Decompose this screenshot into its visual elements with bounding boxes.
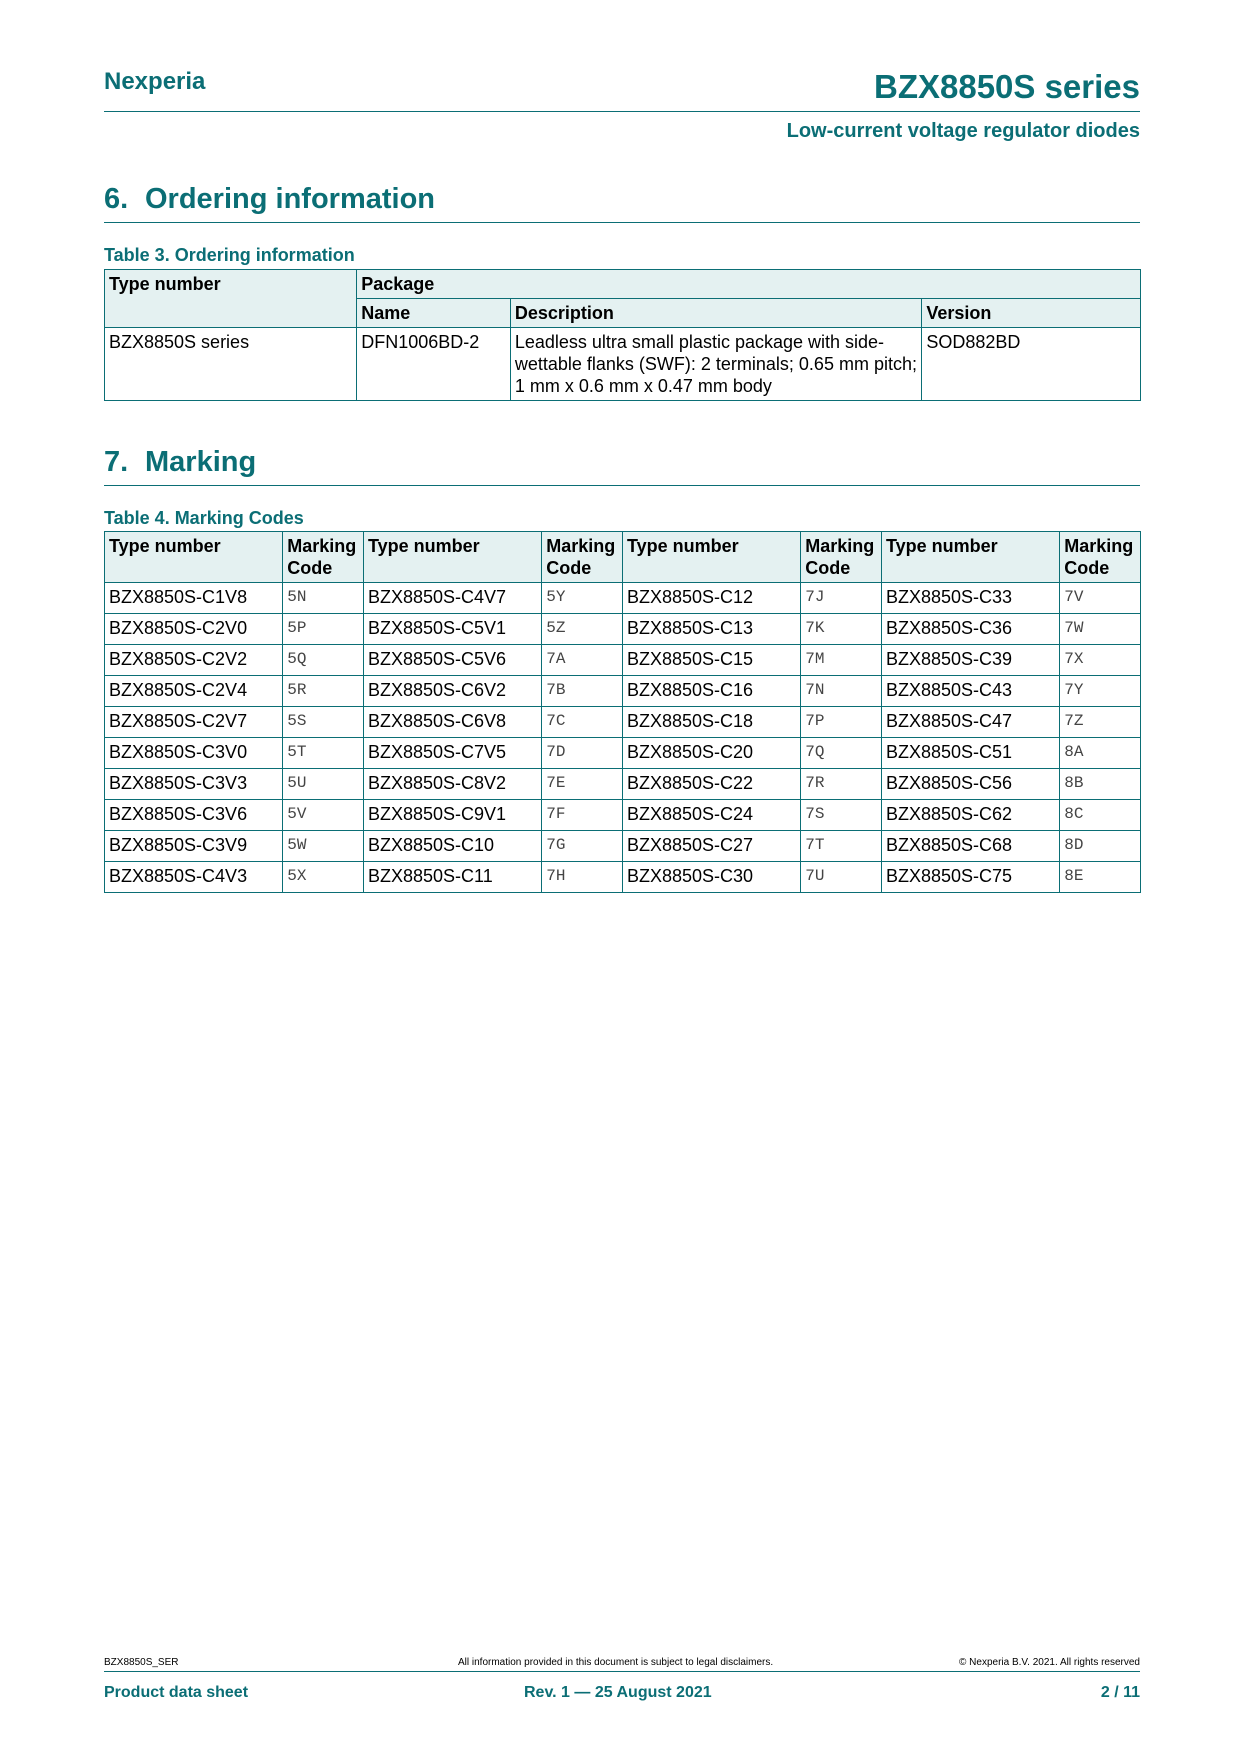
header-type-number: Type number [881,532,1059,583]
header-type-number: Type number [105,270,357,328]
table-caption-ordering: Table 3. Ordering information [104,245,355,265]
header-package: Package [357,270,1141,299]
header-marking-code: Marking Code [283,532,364,583]
table-row [105,328,1141,401]
cell-marking-code: 7J [801,583,882,614]
table-row [105,800,1141,831]
cell-package-description: Leadless ultra small plastic package with side-wettable flanks (SWF): 2 terminals; 0.65 mm pitch; 1 mm x 0.6 mm x 0.47 mm body [510,328,921,401]
footer-disclaimer: All information provided in this document is subject to legal disclaimers. [458,1657,774,1668]
cell-marking-code: 5X [283,862,364,893]
ordering-table [104,269,1141,401]
cell-marking-code: 8E [1060,862,1141,893]
header-type-number: Type number [105,532,283,583]
cell-marking-code: 5P [283,614,364,645]
cell-marking-code: 7A [542,645,623,676]
cell-marking-code: 7U [801,862,882,893]
footer-doc-type: Product data sheet [104,1684,249,1701]
cell-type-number: BZX8850S-C7V5 [363,738,541,769]
cell-type-number: BZX8850S-C56 [881,769,1059,800]
cell-marking-code: 7T [801,831,882,862]
cell-marking-code: 5Q [283,645,364,676]
cell-type-number: BZX8850S-C36 [881,614,1059,645]
cell-marking-code: 7K [801,614,882,645]
header-marking-code: Marking Code [801,532,882,583]
cell-type-number: BZX8850S-C6V8 [363,707,541,738]
cell-type-number: BZX8850S-C22 [622,769,800,800]
header-description: Description [510,299,921,328]
header-version: Version [922,299,1141,328]
cell-type-number: BZX8850S-C15 [622,645,800,676]
cell-type-number: BZX8850S-C2V0 [105,614,283,645]
cell-marking-code: 8C [1060,800,1141,831]
cell-type-number: BZX8850S-C20 [622,738,800,769]
cell-type-number: BZX8850S-C24 [622,800,800,831]
table-caption-marking: Table 4. Marking Codes [104,508,304,528]
cell-type-number: BZX8850S-C39 [881,645,1059,676]
cell-type-number: BZX8850S-C4V3 [105,862,283,893]
cell-type-number: BZX8850S-C3V9 [105,831,283,862]
header-type-number: Type number [363,532,541,583]
cell-marking-code: 8D [1060,831,1141,862]
cell-marking-code: 7C [542,707,623,738]
cell-marking-code: 5N [283,583,364,614]
cell-type-number: BZX8850S-C33 [881,583,1059,614]
table-row [105,738,1141,769]
cell-marking-code: 5Y [542,583,623,614]
cell-marking-code: 7E [542,769,623,800]
cell-marking-code: 7B [542,676,623,707]
cell-type-number: BZX8850S-C30 [622,862,800,893]
cell-type-number: BZX8850S-C62 [881,800,1059,831]
table-row [105,645,1141,676]
cell-marking-code: 5S [283,707,364,738]
cell-marking-code: 8A [1060,738,1141,769]
cell-type-number: BZX8850S-C47 [881,707,1059,738]
cell-marking-code: 7W [1060,614,1141,645]
cell-marking-code: 5U [283,769,364,800]
cell-package-version: SOD882BD [922,328,1141,401]
table-row [105,676,1141,707]
cell-marking-code: 7F [542,800,623,831]
cell-package-name: DFN1006BD-2 [357,328,511,401]
cell-type-number: BZX8850S-C1V8 [105,583,283,614]
cell-type-number: BZX8850S-C11 [363,862,541,893]
cell-type-number: BZX8850S-C8V2 [363,769,541,800]
cell-type-number: BZX8850S-C3V0 [105,738,283,769]
cell-type-number: BZX8850S-C68 [881,831,1059,862]
cell-type-number: BZX8850S-C27 [622,831,800,862]
cell-type-number: BZX8850S-C18 [622,707,800,738]
header-divider [104,111,1140,112]
cell-type-number: BZX8850S-C5V6 [363,645,541,676]
cell-marking-code: 8B [1060,769,1141,800]
cell-type-number: BZX8850S series [105,328,357,401]
footer-doc-id: BZX8850S_SER [104,1657,179,1668]
cell-marking-code: 7G [542,831,623,862]
cell-marking-code: 7X [1060,645,1141,676]
cell-marking-code: 7Y [1060,676,1141,707]
cell-type-number: BZX8850S-C5V1 [363,614,541,645]
cell-marking-code: 5W [283,831,364,862]
cell-type-number: BZX8850S-C10 [363,831,541,862]
section-title: Marking [145,446,257,478]
cell-type-number: BZX8850S-C6V2 [363,676,541,707]
table-row [105,614,1141,645]
table-row [105,831,1141,862]
table-row [105,583,1141,614]
cell-type-number: BZX8850S-C3V6 [105,800,283,831]
cell-marking-code: 7H [542,862,623,893]
cell-marking-code: 7S [801,800,882,831]
footer-page-number: 2 / 11 [1100,1684,1140,1701]
cell-type-number: BZX8850S-C43 [881,676,1059,707]
cell-marking-code: 7Q [801,738,882,769]
cell-marking-code: 7Z [1060,707,1141,738]
table-row [105,862,1141,893]
cell-marking-code: 5R [283,676,364,707]
table-row [105,707,1141,738]
cell-type-number: BZX8850S-C2V7 [105,707,283,738]
marking-codes-table [104,531,1141,893]
cell-type-number: BZX8850S-C2V4 [105,676,283,707]
cell-marking-code: 7M [801,645,882,676]
document-title: BZX8850S series [873,68,1140,105]
marking-header-row [105,532,1141,583]
header-name: Name [357,299,511,328]
cell-marking-code: 7N [801,676,882,707]
footer-revision: Rev. 1 — 25 August 2021 [524,1684,712,1701]
table-row [105,769,1141,800]
document-subtitle: Low-current voltage regulator diodes [786,120,1140,142]
cell-type-number: BZX8850S-C75 [881,862,1059,893]
cell-type-number: BZX8850S-C12 [622,583,800,614]
section-number: 6. [104,183,129,215]
header-marking-code: Marking Code [1060,532,1141,583]
cell-type-number: BZX8850S-C2V2 [105,645,283,676]
cell-type-number: BZX8850S-C3V3 [105,769,283,800]
cell-marking-code: 5T [283,738,364,769]
section-title: Ordering information [145,183,435,215]
footer-divider [104,1671,1140,1672]
cell-marking-code: 7R [801,769,882,800]
cell-marking-code: 5Z [542,614,623,645]
footer-copyright: © Nexperia B.V. 2021. All rights reserved [959,1657,1140,1668]
cell-type-number: BZX8850S-C9V1 [363,800,541,831]
brand-name: Nexperia [104,68,206,95]
cell-type-number: BZX8850S-C4V7 [363,583,541,614]
cell-type-number: BZX8850S-C51 [881,738,1059,769]
cell-marking-code: 5V [283,800,364,831]
cell-marking-code: 7P [801,707,882,738]
header-type-number: Type number [622,532,800,583]
cell-marking-code: 7D [542,738,623,769]
cell-marking-code: 7V [1060,583,1141,614]
section-heading-ordering [104,183,1140,223]
section-heading-marking [104,446,1140,486]
cell-type-number: BZX8850S-C16 [622,676,800,707]
header-marking-code: Marking Code [542,532,623,583]
section-number: 7. [104,446,129,478]
cell-type-number: BZX8850S-C13 [622,614,800,645]
